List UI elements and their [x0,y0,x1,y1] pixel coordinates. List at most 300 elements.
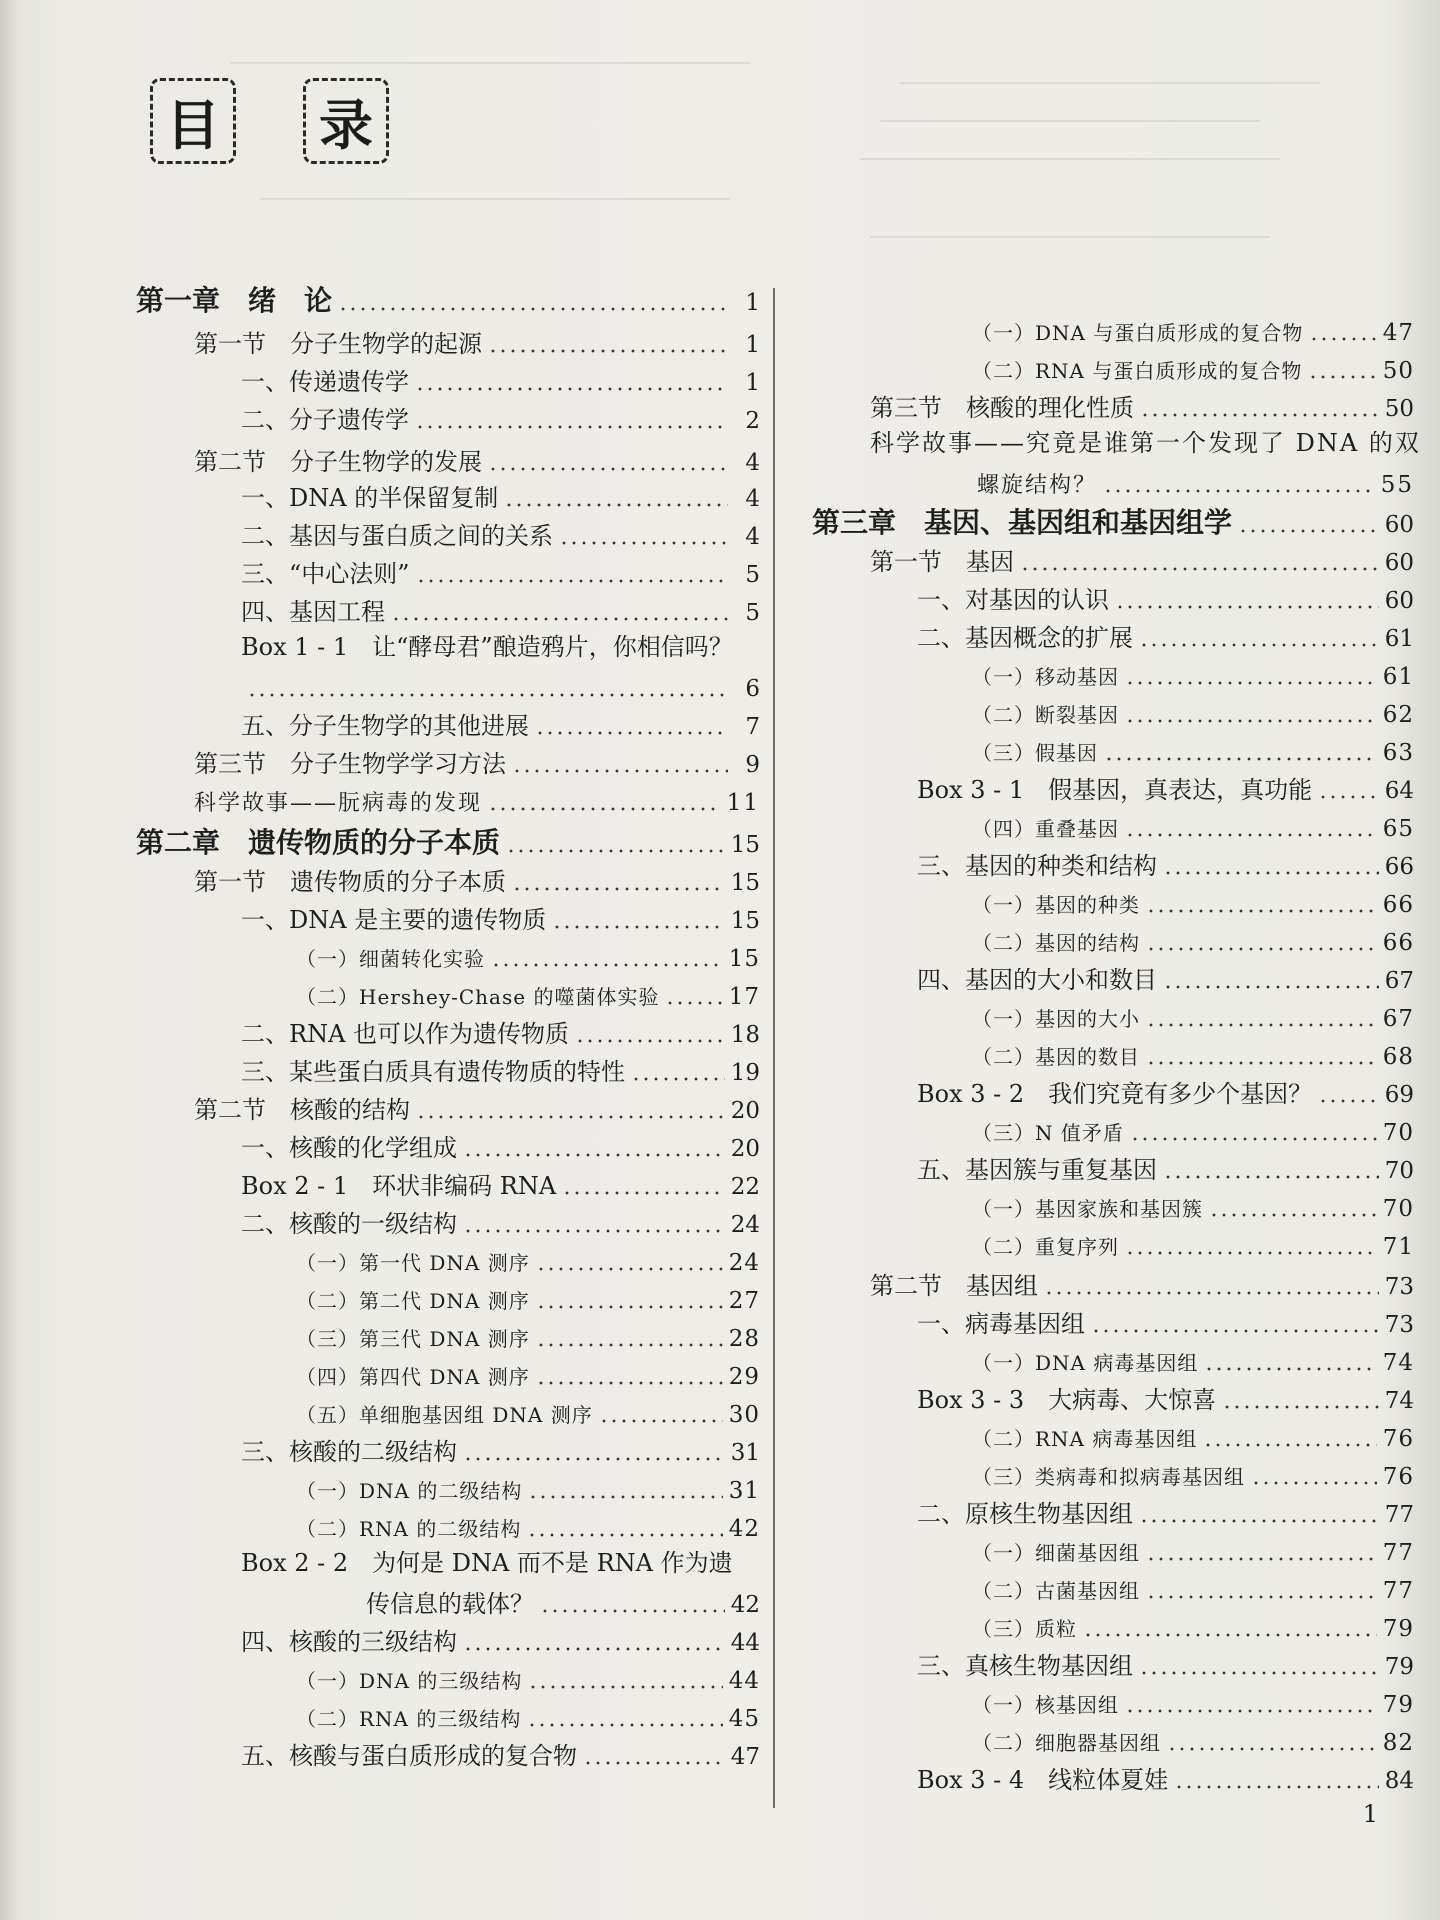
toc-entry-title: 第三节 分子生物学学习方法 [194,750,506,778]
dot-leader [415,366,728,392]
toc-section[interactable] [870,1268,1414,1302]
toc-entry-title: 三、某些蛋白质具有遗传物质的特性 [241,1058,625,1086]
toc-page-number: 70 [1382,1120,1414,1146]
title-char-box-2 [303,78,389,164]
dot-leader [527,1512,722,1538]
dot-leader [528,1664,722,1690]
dot-leader [1163,1154,1379,1180]
toc-item[interactable] [241,518,760,552]
dot-leader [1140,392,1379,418]
toc-page-number: 45 [728,1706,760,1732]
toc-entry-title: 第二节 基因组 [870,1272,1038,1300]
toc-item[interactable] [241,594,760,628]
toc-page-number: 11 [726,790,760,816]
toc-item[interactable] [241,1016,760,1050]
dot-leader [536,1360,723,1386]
toc-entry-title: 三、核酸的二级结构 [241,1438,457,1466]
dot-leader [1091,1308,1379,1334]
toc-box-title[interactable]: Box 1 - 1 让“酵母君”酿造鸦片，你相信吗？ [241,633,733,661]
toc-subitem[interactable] [972,1228,1414,1262]
toc-entry-title: 四、基因工程 [241,598,385,626]
toc-entry-title: 三、“中心法则” [241,560,410,588]
toc-page-number: 15 [730,908,760,934]
dot-leader [599,1398,723,1424]
toc-page-number: 66 [1382,930,1414,956]
toc-page-number: 69 [1384,1082,1414,1108]
toc-page-number: 77 [1384,1502,1414,1528]
dot-leader [1125,1688,1377,1714]
toc-page-number: 1 [745,370,760,396]
toc-item[interactable] [241,1054,760,1088]
toc-subitem[interactable] [972,810,1414,844]
toc-entry-title: （一）细菌基因组 [972,1541,1140,1565]
toc-page-number: 1 [745,332,760,358]
toc-section[interactable] [870,544,1414,578]
dot-leader [1167,1726,1377,1752]
toc-subitem[interactable] [296,1396,760,1430]
toc-entry-title: 一、病毒基因组 [917,1310,1085,1338]
toc-entry-title: （三）假基因 [972,741,1098,765]
toc-story-title[interactable]: 科学故事——究竟是谁第一个发现了 DNA 的双 [870,429,1421,457]
toc-entry-title: （一）DNA 与蛋白质形成的复合物 [972,321,1304,345]
toc-entry-title: 第一节 分子生物学的起源 [194,330,482,358]
toc-page-number: 4 [745,486,760,512]
title-char-2: 录 [319,93,373,157]
toc-entry-title: Box 3 - 4 线粒体夏娃 [917,1766,1169,1794]
dot-leader [415,404,728,430]
toc-entry-title: （三）类病毒和拟病毒基因组 [972,1465,1245,1489]
toc-page-number: 19 [730,1060,760,1086]
toc-page-number: 74 [1382,1350,1414,1376]
dot-leader [1146,1536,1377,1562]
dot-leader [1103,468,1375,494]
toc-page-number: 50 [1382,358,1414,384]
toc-entry-title: （二）Hershey-Chase 的噬菌体实验 [296,985,660,1009]
toc-page-number: 73 [1384,1274,1414,1300]
toc-item[interactable] [917,848,1414,882]
toc-box[interactable] [241,1168,760,1202]
toc-entry-title: 第二节 核酸的结构 [194,1096,410,1124]
title-char-box-1 [150,78,236,164]
toc-page-number: 24 [730,1212,760,1238]
toc-subitem[interactable] [296,1662,760,1696]
toc-subitem[interactable] [972,1420,1414,1454]
toc-page-number: 7 [745,714,760,740]
toc-subitem[interactable] [296,1282,760,1316]
toc-subitem[interactable] [972,924,1414,958]
toc-entry-title: 五、核酸与蛋白质形成的复合物 [241,1742,577,1770]
dot-leader [665,980,722,1006]
toc-item[interactable] [917,1496,1414,1530]
title-char-1: 目 [166,93,220,157]
toc-page-number: 70 [1382,1196,1414,1222]
toc-section[interactable] [194,444,760,478]
toc-entry-title: 一、DNA 是主要的遗传物质 [241,906,547,934]
dot-leader [536,1284,723,1310]
toc-page-number: 17 [728,984,760,1010]
dot-leader [463,1132,725,1158]
toc-subitem[interactable] [972,1458,1414,1492]
toc-section[interactable] [194,326,760,360]
toc-entry-title: （二）断裂基因 [972,703,1119,727]
toc-page-number: 9 [745,752,760,778]
toc-entry-title: （二）基因的数目 [972,1045,1140,1069]
toc-entry-title: 一、核酸的化学组成 [241,1134,457,1162]
dot-leader [488,446,728,472]
toc-subitem[interactable] [972,1190,1414,1224]
column-divider [773,288,775,1808]
dot-leader [535,710,728,736]
toc-page-number: 4 [745,524,760,550]
toc-page-number: 28 [728,1326,760,1352]
toc-item[interactable] [241,1738,760,1772]
toc-page-number: 60 [1384,512,1414,538]
dot-leader [1139,1498,1379,1524]
toc-entry-title: 一、传递遗传学 [241,368,409,396]
toc-entry-title: 第三章 基因、基因组和基因组学 [812,506,1233,539]
dot-leader [1251,1460,1377,1486]
toc-page-number: 71 [1382,1234,1414,1260]
toc-page-number: 15 [728,946,760,972]
dot-leader [512,748,728,774]
toc-section[interactable] [194,1092,760,1126]
toc-page-number: 64 [1384,778,1414,804]
toc-item[interactable] [241,1624,760,1658]
toc-box[interactable] [917,1762,1414,1796]
toc-item[interactable] [241,1206,760,1240]
dot-leader [491,942,723,968]
toc-entry-title: 第一节 基因 [870,548,1014,576]
toc-entry-title: 第一章 绪 论 [136,284,333,317]
toc-page-number: 76 [1382,1464,1414,1490]
dot-leader [562,1170,725,1196]
toc-page-number: 79 [1382,1616,1414,1642]
toc-subitem[interactable] [972,886,1414,920]
toc-subitem[interactable] [972,1534,1414,1568]
toc-page-number: 15 [730,870,760,896]
dot-leader [1125,660,1377,686]
toc-subitem[interactable] [972,658,1414,692]
toc-page-number: 15 [730,832,760,858]
dot-leader [1146,1040,1377,1066]
dot-leader [1139,1650,1379,1676]
toc-entry-title: （二）RNA 病毒基因组 [972,1427,1198,1451]
dot-leader [1308,354,1376,380]
toc-entry-title: （一）基因的大小 [972,1007,1140,1031]
dot-leader [416,1094,725,1120]
dot-leader [1104,736,1377,762]
dot-leader [1020,546,1379,572]
toc-story[interactable] [194,784,760,819]
dot-leader [1146,888,1377,914]
toc-page-number: 24 [728,1250,760,1276]
toc-entry-title: 三、基因的种类和结构 [917,852,1157,880]
toc-entry-title: 一、对基因的认识 [917,586,1109,614]
toc-entry-title: （一）细菌转化实验 [296,947,485,971]
dot-leader [1139,622,1379,648]
toc-page-number: 68 [1382,1044,1414,1070]
dot-leader [1318,1078,1379,1104]
toc-entry-title: 第二节 分子生物学的发展 [194,448,482,476]
toc-entry-title: 螺旋结构？ [977,473,1098,498]
toc-page-number: 20 [730,1098,760,1124]
toc-item[interactable] [241,402,760,436]
toc-page-number: 63 [1382,740,1414,766]
dot-leader [575,1018,725,1044]
toc-subitem[interactable] [972,1686,1414,1720]
toc-subitem[interactable] [972,1610,1414,1644]
dot-leader [1115,584,1379,610]
toc-page-number: 60 [1384,550,1414,576]
dot-leader [1203,1422,1376,1448]
toc-subitem[interactable] [972,1572,1414,1606]
toc-entry-title: 四、基因的大小和数目 [917,966,1157,994]
toc-page-number: 31 [730,1440,760,1466]
toc-entry-title: 二、分子遗传学 [241,406,409,434]
toc-entry-title: 二、核酸的一级结构 [241,1210,457,1238]
dot-leader [1130,1116,1377,1142]
toc-item[interactable] [917,1152,1414,1186]
toc-item[interactable] [917,1306,1414,1340]
toc-subitem[interactable] [972,734,1414,768]
dot-leader [488,786,721,812]
dot-leader [527,1702,722,1728]
toc-entry-title: 第三节 核酸的理化性质 [870,394,1134,422]
dot-leader [463,1208,725,1234]
toc-chapter[interactable] [812,506,1414,540]
toc-entry-title: 二、基因与蛋白质之间的关系 [241,522,553,550]
toc-entry-title: （二）第二代 DNA 测序 [296,1289,530,1313]
toc-page-number: 65 [1382,816,1414,842]
toc-page-number: 22 [730,1174,760,1200]
toc-entry-title: （三）N 值矛盾 [972,1121,1124,1145]
toc-item[interactable] [241,902,760,936]
dot-leader [488,328,728,354]
toc-section[interactable] [870,390,1414,424]
toc-entry-title: （四）重叠基因 [972,817,1119,841]
toc-item[interactable] [241,1130,760,1164]
toc-page-number: 18 [730,1022,760,1048]
toc-page-number: 55 [1380,472,1414,498]
toc-entry-title: 第一节 遗传物质的分子本质 [194,868,506,896]
toc-subitem[interactable] [972,696,1414,730]
toc-subitem[interactable] [296,1472,760,1506]
dot-leader [528,1474,722,1500]
dot-leader [1146,1574,1377,1600]
toc-chapter[interactable] [136,826,760,860]
toc-entry-title: 二、RNA 也可以作为遗传物质 [241,1020,570,1048]
toc-entry-title: （三）第三代 DNA 测序 [296,1327,530,1351]
dot-leader [512,866,725,892]
toc-item[interactable] [917,620,1414,654]
toc-page-number: 44 [730,1630,760,1656]
toc-page-number: 62 [1382,702,1414,728]
toc-entry-title: 五、分子生物学的其他进展 [241,712,529,740]
toc-subitem[interactable] [296,1320,760,1354]
toc-entry-title: （一）基因家族和基因簇 [972,1197,1203,1221]
toc-page-number: 77 [1382,1578,1414,1604]
toc-entry-title: 五、基因簇与重复基因 [917,1156,1157,1184]
toc-box-title-cont[interactable] [366,1586,760,1620]
toc-entry-title: （五）单细胞基因组 DNA 测序 [296,1403,593,1427]
toc-page-number: 30 [728,1402,760,1428]
dot-leader [1209,1192,1377,1218]
toc-story-title-cont[interactable] [977,466,1414,501]
toc-subitem[interactable] [296,978,760,1012]
dot-leader [536,1322,723,1348]
toc-entry-title: 二、原核生物基因组 [917,1500,1133,1528]
toc-entry-title: （一）基因的种类 [972,893,1140,917]
dot-leader [506,828,725,854]
dot-leader [1125,698,1377,724]
toc-item[interactable] [917,962,1414,996]
toc-subitem[interactable] [296,1358,760,1392]
toc-item[interactable] [241,480,760,514]
toc-page-number: 79 [1384,1654,1414,1680]
toc-entry-title: （二）RNA 的二级结构 [296,1517,522,1541]
dot-leader [1125,812,1377,838]
toc-page-number: 77 [1382,1540,1414,1566]
dot-leader [1163,850,1379,876]
toc-entry-title: 传信息的载体？ [366,1590,534,1618]
dot-leader [504,482,728,508]
dot-leader [1146,1002,1377,1028]
toc-item[interactable] [241,556,760,590]
toc-subitem[interactable] [972,1114,1414,1148]
page-number: 1 [1362,1800,1378,1828]
toc-page-number: 6 [745,676,760,702]
toc-entry-title: 四、核酸的三级结构 [241,1628,457,1656]
toc-subitem[interactable] [296,940,760,974]
dot-leader [1222,1384,1379,1410]
dot-leader [463,1626,725,1652]
toc-subitem[interactable] [972,352,1414,386]
dot-leader [1318,774,1379,800]
toc-entry-title: （二）古菌基因组 [972,1579,1140,1603]
toc-box[interactable] [917,1382,1414,1416]
toc-subitem[interactable] [972,1724,1414,1758]
toc-page-number: 73 [1384,1312,1414,1338]
toc-page-number: 42 [728,1516,760,1542]
toc-entry-title: （二）基因的结构 [972,931,1140,955]
dot-leader [1163,964,1379,990]
toc-entry-title: （一）第一代 DNA 测序 [296,1251,530,1275]
toc-subitem[interactable] [972,1038,1414,1072]
toc-page-number: 61 [1382,664,1414,690]
dot-leader [540,1588,725,1614]
toc-page-number: 44 [728,1668,760,1694]
toc-entry-title: （一）核基因组 [972,1693,1119,1717]
dot-leader [1125,1230,1377,1256]
dot-leader [1083,1612,1377,1638]
toc-page-number: 29 [728,1364,760,1390]
toc-page-number: 82 [1382,1730,1414,1756]
toc-page-number: 4 [745,450,760,476]
toc-page-number: 2 [745,408,760,434]
dot-leader [536,1246,723,1272]
dot-leader [416,558,728,584]
toc-entry-title: Box 3 - 1 假基因，真表达，真功能 [917,776,1313,804]
toc-page-number: 47 [1382,320,1414,346]
toc-subitem[interactable] [972,1344,1414,1378]
toc-section[interactable] [194,864,760,898]
toc-box[interactable] [917,1076,1414,1110]
toc-item[interactable] [917,1648,1414,1682]
toc-page-number: 67 [1384,968,1414,994]
toc-entry-title: （一）DNA 的二级结构 [296,1479,523,1503]
toc-page-number: 66 [1384,854,1414,880]
toc-entry-title: （四）第四代 DNA 测序 [296,1365,530,1389]
toc-page-number: 70 [1384,1158,1414,1184]
toc-item[interactable] [241,1434,760,1468]
dot-leader [1309,316,1376,342]
toc-subitem[interactable] [296,1244,760,1278]
dot-leader [463,1436,725,1462]
toc-entry-title: （一）移动基因 [972,665,1119,689]
toc-page-number: 5 [745,600,760,626]
dot-leader [583,1740,725,1766]
toc-box-title[interactable]: Box 2 - 2 为何是 DNA 而不是 RNA 作为遗 [241,1549,733,1577]
dot-leader [1146,926,1377,952]
toc-page-number: 31 [728,1478,760,1504]
dot-leader [559,520,728,546]
toc-entry-title: （二）RNA 与蛋白质形成的复合物 [972,359,1303,383]
toc-entry-title: （三）质粒 [972,1617,1077,1641]
toc-entry-title: 科学故事——朊病毒的发现 [194,791,483,816]
dot-leader [391,596,728,622]
toc-item[interactable] [241,708,760,742]
toc-entry-title: 二、基因概念的扩展 [917,624,1133,652]
toc-chapter[interactable] [136,284,760,318]
dot-leader [338,286,728,312]
toc-page-number: 66 [1382,892,1414,918]
dot-leader [1204,1346,1376,1372]
toc-section[interactable] [194,746,760,780]
toc-entry-title: Box 3 - 2 我们究竟有多少个基因？ [917,1080,1313,1108]
toc-page-number: 74 [1384,1388,1414,1414]
toc-entry-title: （二）RNA 的三级结构 [296,1707,522,1731]
toc-item[interactable] [917,582,1414,616]
toc-page-number: 27 [728,1288,760,1314]
toc-entry-title: （一）DNA 病毒基因组 [972,1351,1199,1375]
toc-page-number: 42 [730,1592,760,1618]
toc-page-number: 5 [745,562,760,588]
toc-subitem[interactable] [296,1510,760,1544]
toc-subitem[interactable] [972,314,1414,348]
toc-page-number: 76 [1382,1426,1414,1452]
toc-page-number: 84 [1384,1768,1414,1794]
dot-leader [1238,508,1379,534]
toc-continuation[interactable] [241,670,760,704]
toc-entry-title: （一）DNA 的三级结构 [296,1669,523,1693]
toc-page-number: 79 [1382,1692,1414,1718]
toc-page-number: 61 [1384,626,1414,652]
toc-box[interactable] [917,772,1414,806]
toc-entry-title: 一、DNA 的半保留复制 [241,484,499,512]
toc-entry-title: Box 3 - 3 大病毒、大惊喜 [917,1386,1217,1414]
toc-subitem[interactable] [972,1000,1414,1034]
dot-leader [631,1056,725,1082]
dot-leader [1174,1764,1379,1790]
toc-entry-title: （二）重复序列 [972,1235,1119,1259]
toc-page-number: 20 [730,1136,760,1162]
toc-page-number: 47 [730,1744,760,1770]
toc-entry-title: Box 2 - 1 环状非编码 RNA [241,1172,557,1200]
toc-subitem[interactable] [296,1700,760,1734]
toc-entry-title: 第二章 遗传物质的分子本质 [136,826,501,859]
dot-leader [1044,1270,1379,1296]
toc-item[interactable] [241,364,760,398]
